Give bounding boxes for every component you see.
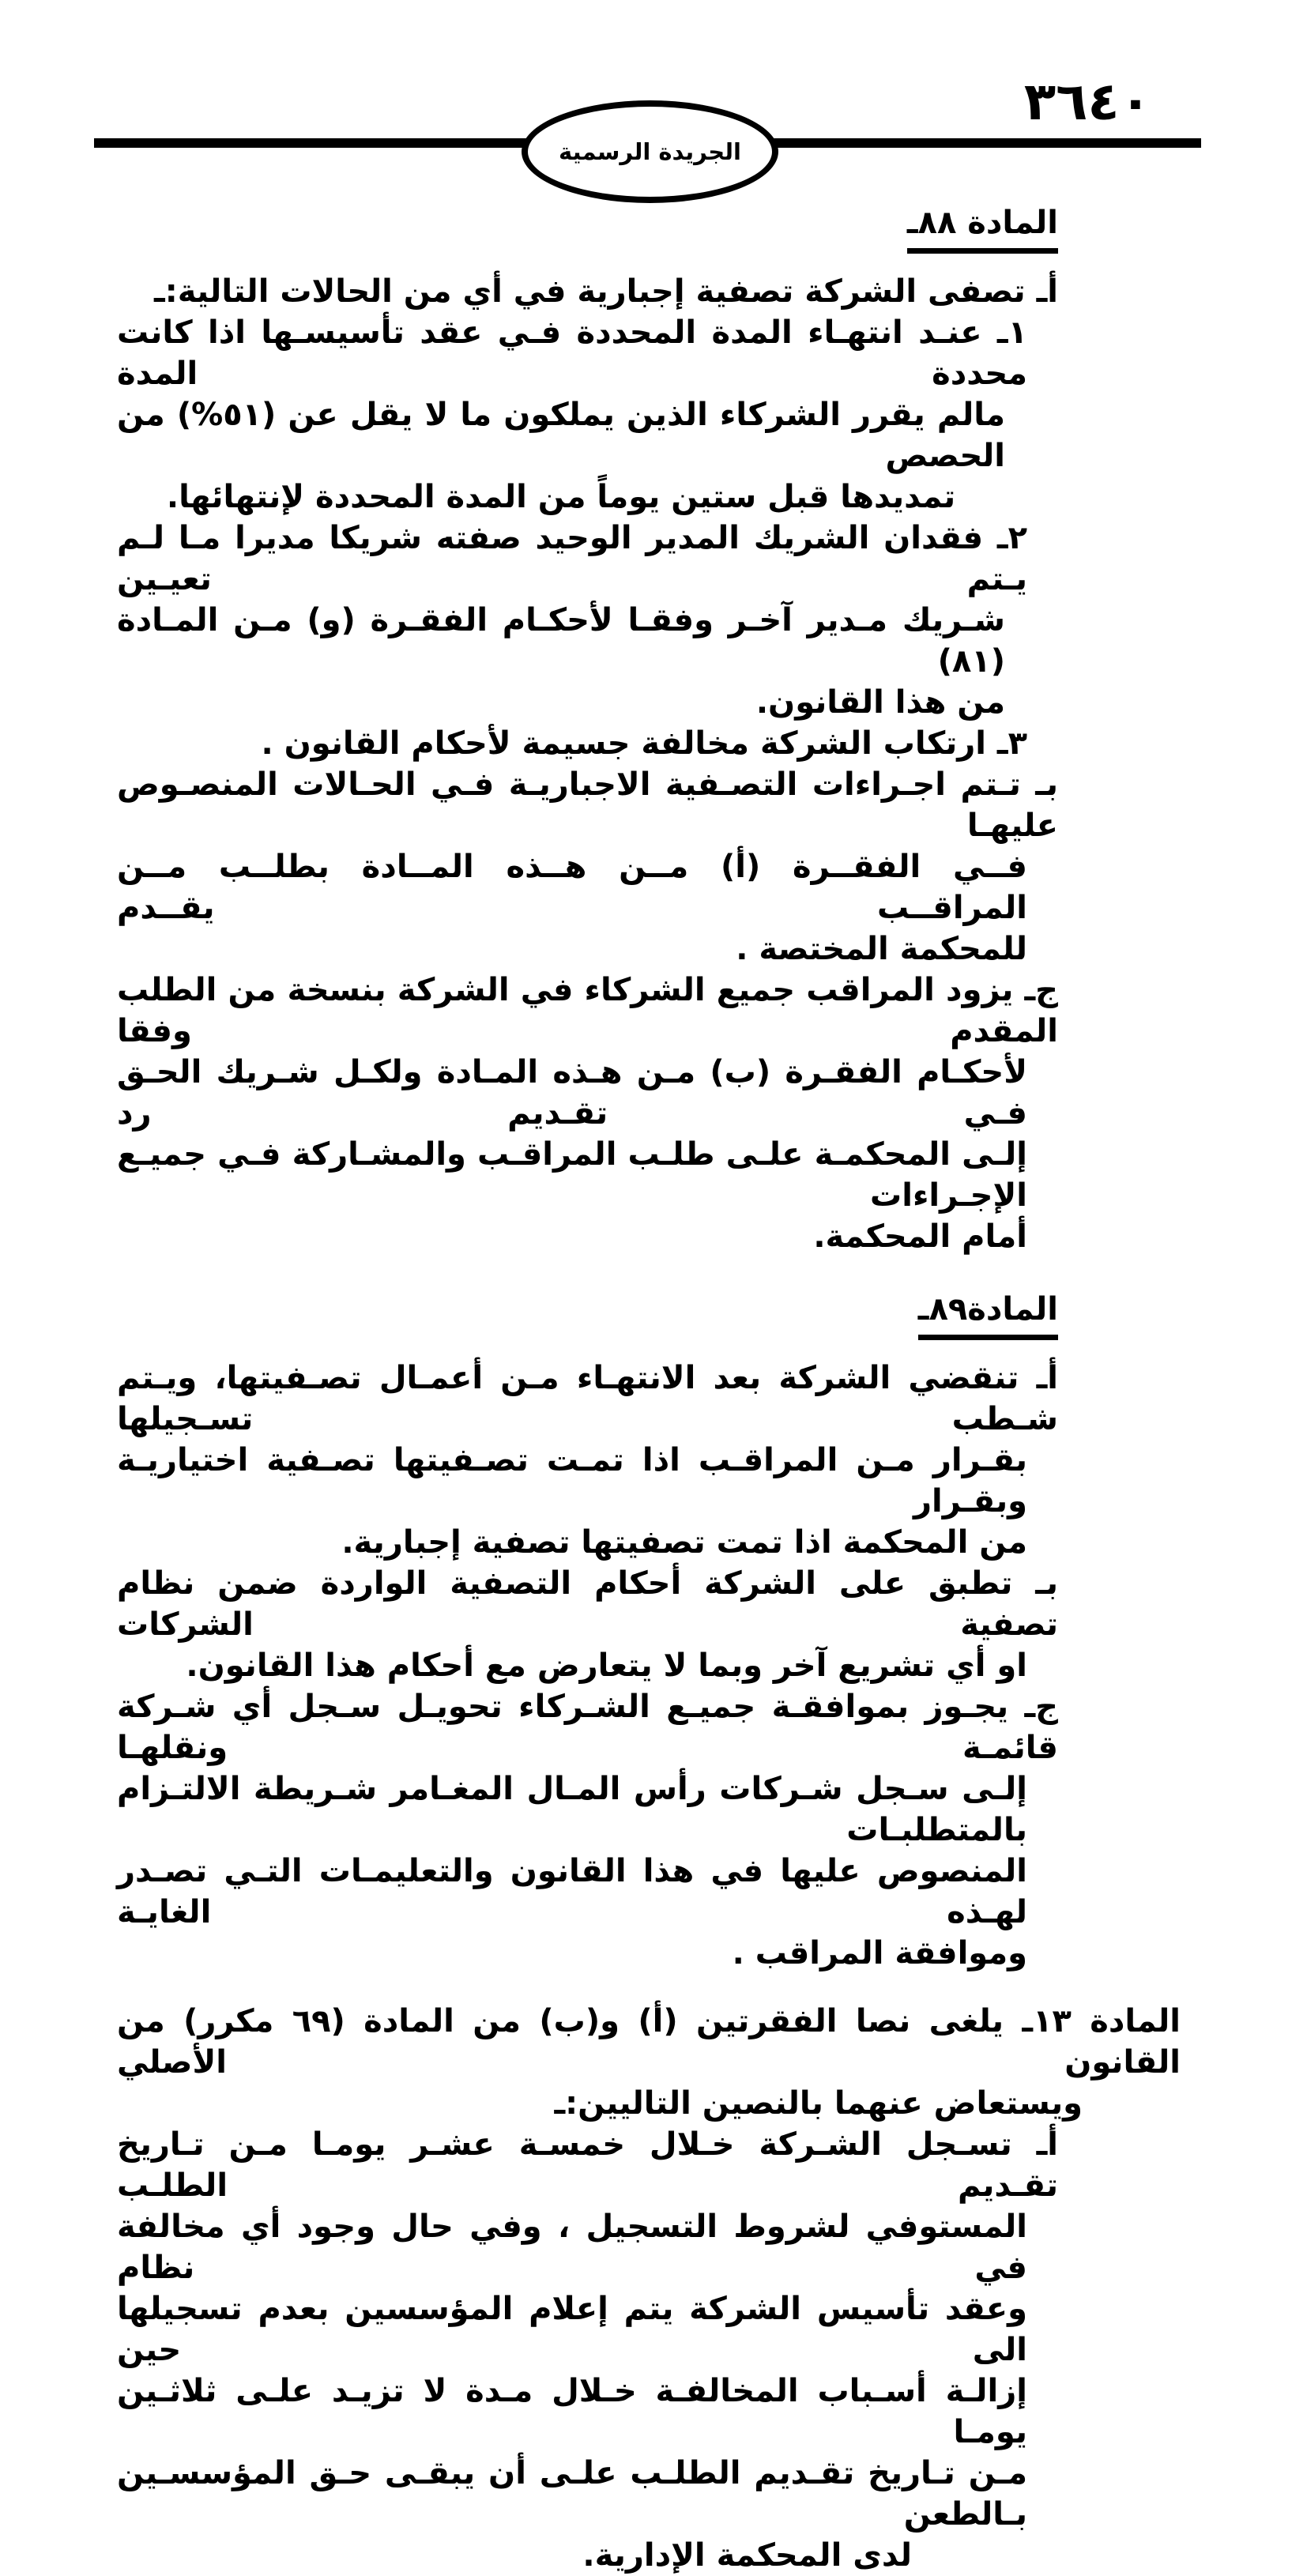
text-line: تمديدها قبل ستين يوماً من المدة المحددة لإنتهائها. [166,479,956,515]
text-line: او أي تشريع آخر وبما لا يتعارض مع أحكام هذا القانون. [186,1648,1027,1684]
text-line: أـ تسـجل الشـركة خـلال خمسـة عشـر يومـا مـن تـاريخ تقـديم الطلـب [117,2126,1058,2204]
text-line: وموافقة المراقب . [732,1935,1027,1972]
document-body [117,202,1181,2576]
text-line: إلـى سـجل شـركات رأس المـال المغـامر شـريطة الالتـزام بالمتطلبـات [117,1771,1027,1848]
text-line: مالم يقرر الشركاء الذين يملكون ما لا يقل عن (٥١%) من الحصص [117,397,1006,474]
text-line: أـ تصفى الشركة تصفية إجبارية في أي من الحالات التالية:ـ [154,273,1058,310]
text-line: وعقد تأسيس الشركة يتم إعلام المؤسسين بعدم تسجيلها الى حين [117,2291,1027,2368]
text-line: ٢ـ فقدان الشريك المدير الوحيد صفته شريكا مديرا مـا لـم يـتم تعيـين [117,520,1027,597]
text-line: إزالـة أسـباب المخالفـة خـلال مـدة لا تزيـد علـى ثلاثـين يومـا [117,2373,1027,2450]
article-heading-label: المادة٨٩ـ [918,1289,1058,1340]
text-line: المستوفي لشروط التسجيل ، وفي حال وجود أي مخالفة في نظام [117,2209,1027,2286]
text-line: أمام المحكمة. [813,1218,1027,1255]
text-line: المنصوص عليها في هذا القانون والتعليمـات التـي تصـدر لهـذه الغايـة [117,1853,1027,1930]
article-heading-label: المادة ٨٨ـ [907,202,1058,254]
gazette-badge-label: الجريدة الرسمية [559,138,741,165]
text-line: مـن تـاريخ تقـديم الطلـب علـى أن يبقـى حـق المؤسسـين بـالطعن [117,2455,1027,2533]
text-line: بقـرار مـن المراقـب اذا تمـت تصـفيتها تصـفية اختياريـة وبقـرار [117,1442,1027,1520]
text-line: بـ تـتم اجـراءات التصـفية الاجباريـة فـي الحـالات المنصـوص عليهـا [117,766,1058,844]
text-line: فــي الفقــرة (أ) مــن هــذه المــادة بطلــب مــن المراقــب يقــدم [117,849,1027,926]
article-heading [117,1289,1058,1340]
article-heading [117,202,1058,254]
text-line: ج‌ـ يزود المراقب جميع الشركاء في الشركة بنسخة من الطلب المقدم وفقا [117,972,1058,1049]
text-line: ٣ـ ارتكاب الشركة مخالفة جسيمة لأحكام القانون . [261,725,1027,762]
text-line: لدى المحكمة الإدارية. [582,2537,912,2574]
gazette-badge [522,100,778,203]
text-line: المادة ١٣ـ يلغى نصا الفقرتين (أ) و(ب) من المادة (٦٩ مكرر) من القانون الأصلي [117,2003,1181,2081]
text-line: أـ تنقضي الشركة بعد الانتهـاء مـن أعمـال تصـفيتها، ويـتم شـطب تسـجيلها [117,1360,1058,1437]
text-line: بـ تطبق على الشركة أحكام التصفية الواردة ضمن نظام تصفية الشركات [117,1565,1058,1643]
text-line: ويستعاض عنهما بالنصين التاليين:ـ [554,2085,1083,2122]
text-line: من هذا القانون. [755,684,1005,721]
text-line: لأحكـام الفقـرة (ب) مـن هـذه المـادة ولكـل شـريك الحـق فـي تقـديم رد [117,1054,1027,1132]
page-number: ٣٦٤٠ [1023,71,1151,132]
text-line: ١ـ عنـد انتهـاء المدة المحددة فـي عقد تأسيسـها اذا كانت محددة المدة [117,314,1027,392]
text-line: للمحكمة المختصة . [736,931,1027,967]
text-line: من المحكمة اذا تمت تصفيتها تصفية إجبارية. [341,1524,1027,1561]
text-line: إلـى المحكمـة علـى طلـب المراقـب والمشـاركة فـي جميـع الإجـراءات [117,1136,1027,1214]
text-line: ج‌ـ يجـوز بموافقـة جميـع الشـركاء تحويـل سـجل أي شـركة قائمـة ونقلهـا [117,1689,1058,1766]
text-line: شـريك مـدير آخـر وفقـا لأحكـام الفقـرة (و) مـن المـادة (٨١) [117,602,1005,680]
